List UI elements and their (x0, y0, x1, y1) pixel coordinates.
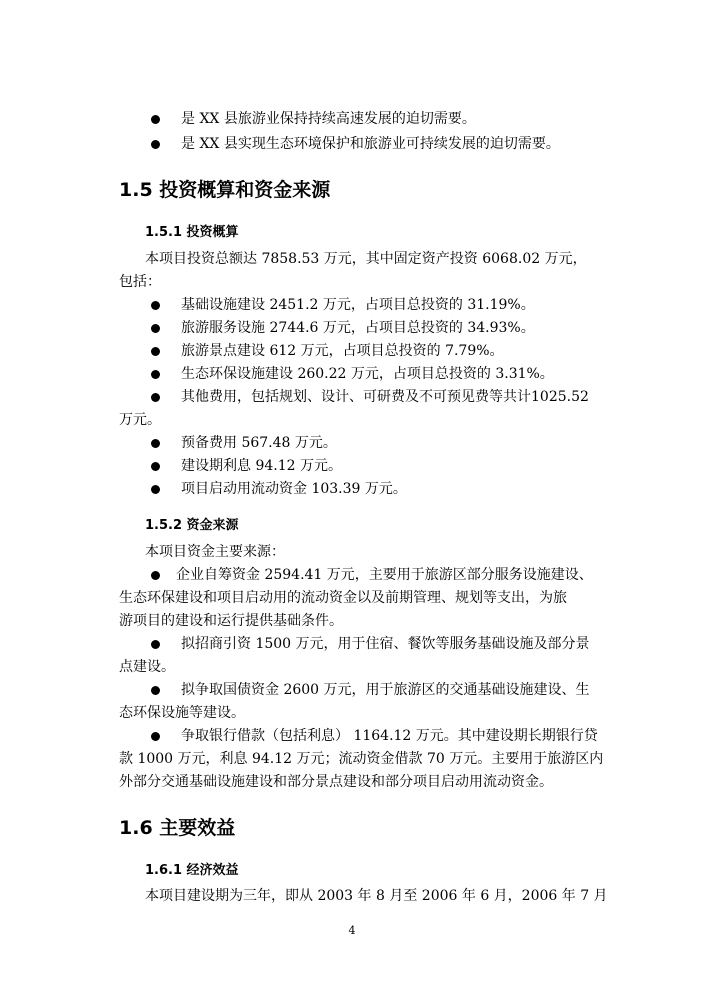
bullet-icon (151, 393, 160, 402)
list-item: 生态环保设施建设 260.22 万元，占项目总投资的 3.31%。 (181, 366, 554, 382)
page-number: 4 (348, 924, 356, 937)
bullet-icon (151, 571, 160, 580)
list-item-continuation: 游项目的建设和运行提供基础条件。 (119, 613, 343, 629)
list-item: 是 XX 县旅游业保持持续高速发展的迫切需要。 (181, 111, 476, 127)
list-item-continuation: 款 1000 万元，利息 94.12 万元；流动资金借款 70 万元。主要用于旅游区内 (119, 751, 604, 767)
bullet-icon (151, 439, 160, 448)
list-item: 旅游景点建设 612 万元，占项目总投资的 7.79%。 (181, 343, 504, 359)
subsection-heading: 1.5.1 投资概算 (145, 225, 239, 240)
bullet-icon (151, 640, 160, 649)
list-item: 旅游服务设施 2744.6 万元，占项目总投资的 34.93%。 (181, 320, 535, 336)
bullet-icon (151, 485, 160, 494)
bullet-icon (151, 370, 160, 379)
list-item-continuation: 生态环保建设和项目启动用的流动资金以及前期管理、规划等支出，为旅 (119, 590, 567, 606)
list-item: 其他费用，包括规划、设计、可研费及不可预见费等共计1025.52 (181, 389, 589, 405)
bullet-icon (151, 686, 160, 695)
subsection-heading: 1.6.1 经济效益 (145, 863, 239, 878)
bullet-icon (151, 301, 160, 310)
bullet-icon (151, 732, 160, 741)
list-item: 是 XX 县实现生态环境保护和旅游业可持续发展的迫切需要。 (181, 136, 560, 152)
list-item: 预备费用 567.48 万元。 (181, 435, 337, 451)
list-item: 建设期利息 94.12 万元。 (181, 458, 342, 474)
bullet-icon (151, 140, 160, 149)
paragraph-line: 本项目建设期为三年，即从 2003 年 8 月至 2006 年 6 月，2006 年 7 月 (145, 888, 608, 904)
paragraph-line: 包括： (119, 274, 161, 290)
section-heading: 1.5 投资概算和资金来源 (119, 179, 331, 201)
section-heading: 1.6 主要效益 (119, 817, 236, 839)
bullet-icon (151, 462, 160, 471)
list-item: 拟招商引资 1500 万元，用于住宿、餐饮等服务基础设施及部分景 (181, 636, 590, 652)
list-item-continuation: 态环保设施等建设。 (119, 705, 245, 721)
list-item: 项目启动用流动资金 103.39 万元。 (181, 481, 407, 497)
list-item: 拟争取国债资金 2600 万元，用于旅游区的交通基础设施建设、生 (181, 682, 590, 698)
paragraph-line: 本项目资金主要来源： (145, 544, 285, 560)
list-item-continuation: 点建设。 (119, 659, 175, 675)
bullet-icon (151, 324, 160, 333)
subsection-heading: 1.5.2 资金来源 (145, 518, 239, 533)
paragraph-line: 本项目投资总额达 7858.53 万元，其中固定资产投资 6068.02 万元， (145, 251, 587, 267)
list-item-continuation: 万元。 (119, 412, 161, 428)
bullet-icon (151, 115, 160, 124)
list-item-continuation: 外部分交通基础设施建设和部分景点建设和部分项目启动用流动资金。 (119, 774, 553, 790)
bullet-icon (151, 347, 160, 356)
list-item: 基础设施建设 2451.2 万元，占项目总投资的 31.19%。 (181, 297, 535, 313)
list-item: 争取银行借款（包括利息） 1164.12 万元。其中建设期长期银行贷 (181, 728, 598, 744)
list-item: 企业自筹资金 2594.41 万元，主要用于旅游区部分服务设施建设、 (176, 567, 593, 583)
